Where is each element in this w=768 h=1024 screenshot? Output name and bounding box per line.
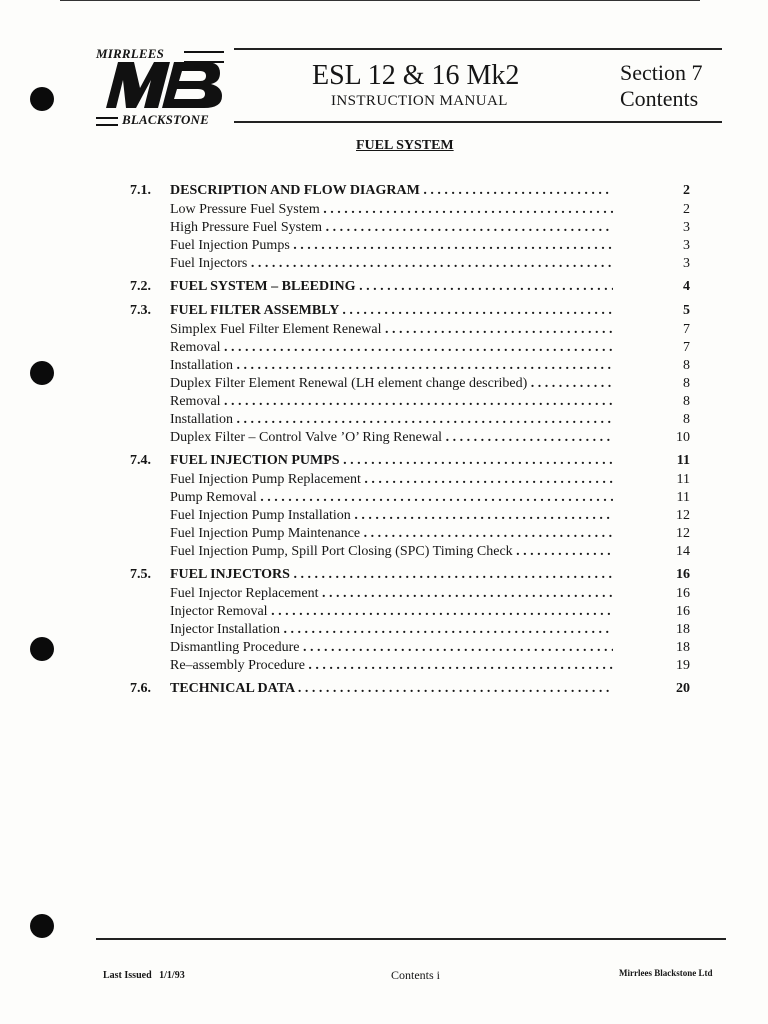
table-of-contents xyxy=(130,181,690,703)
toc-entry-page: 11 xyxy=(676,472,690,487)
binder-hole-3 xyxy=(30,637,54,661)
toc-section-page: 2 xyxy=(683,183,690,198)
toc-section-number: 7.4. xyxy=(130,453,151,468)
toc-entry xyxy=(130,219,690,237)
toc-section-title: DESCRIPTION AND FLOW DIAGRAM . . . xyxy=(170,181,613,201)
toc-section-number: 7.6. xyxy=(130,681,151,696)
toc-section-number: 7.3. xyxy=(130,303,151,318)
toc-entry xyxy=(130,339,690,357)
binder-hole-1 xyxy=(30,87,54,111)
toc-section-page: 16 xyxy=(676,567,690,582)
toc-entry-title: Fuel Injection Pumps . . . xyxy=(170,237,613,255)
company-logo xyxy=(96,46,226,130)
toc-entry-title: Fuel Injection Pump Installation . . . xyxy=(170,507,613,525)
logo-mb-mark xyxy=(96,60,226,110)
toc-entry-title: Installation . . . xyxy=(170,357,613,375)
toc-section-heading xyxy=(130,565,690,585)
toc-entry-page: 16 xyxy=(676,586,690,601)
toc-entry-title: Injector Installation . . . xyxy=(170,621,613,639)
footer-issued xyxy=(103,970,185,981)
toc-entry xyxy=(130,639,690,657)
toc-section-number: 7.1. xyxy=(130,183,151,198)
toc-section-heading xyxy=(130,451,690,471)
toc-section-title: FUEL INJECTORS . . . xyxy=(170,565,613,585)
toc-entry xyxy=(130,321,690,339)
toc-entry xyxy=(130,411,690,429)
toc-entry xyxy=(130,237,690,255)
toc-section-heading xyxy=(130,181,690,201)
toc-entry xyxy=(130,357,690,375)
toc-section-page: 11 xyxy=(676,453,690,468)
toc-section-heading xyxy=(130,679,690,699)
toc-entry-page: 8 xyxy=(683,412,690,427)
toc-entry xyxy=(130,429,690,447)
toc-entry-title: High Pressure Fuel System . . . xyxy=(170,219,613,237)
toc-section xyxy=(130,181,690,273)
toc-entry xyxy=(130,471,690,489)
toc-section-title: FUEL INJECTION PUMPS . . . xyxy=(170,451,613,471)
toc-entry xyxy=(130,393,690,411)
toc-entry-title: Pump Removal . . . xyxy=(170,489,613,507)
binder-hole-4 xyxy=(30,914,54,938)
footer-rule xyxy=(96,938,726,940)
logo-mb-text: MB xyxy=(194,64,200,69)
document-title: ESL 12 & 16 Mk2 xyxy=(312,60,520,91)
toc-entry-page: 16 xyxy=(676,604,690,619)
issued-date: 1/1/93 xyxy=(159,970,185,981)
toc-section xyxy=(130,679,690,699)
toc-entry xyxy=(130,201,690,219)
toc-entry-title: Fuel Injector Replacement . . . xyxy=(170,585,613,603)
top-page-rule xyxy=(60,0,700,1)
toc-entry-page: 8 xyxy=(683,394,690,409)
toc-entry-title: Installation . . . xyxy=(170,411,613,429)
toc-entry-page: 3 xyxy=(683,256,690,271)
toc-entry-page: 12 xyxy=(676,526,690,541)
toc-entry-title: Fuel Injectors . . . xyxy=(170,255,613,273)
toc-section xyxy=(130,565,690,675)
toc-entry-page: 18 xyxy=(676,640,690,655)
toc-entry-page: 2 xyxy=(683,202,690,217)
footer-company: Mirrlees Blackstone Ltd xyxy=(619,968,713,978)
toc-entry-page: 7 xyxy=(683,340,690,355)
document-subtitle: INSTRUCTION MANUAL xyxy=(331,93,508,109)
toc-entry xyxy=(130,255,690,273)
toc-entry-page: 7 xyxy=(683,322,690,337)
toc-section-number: 7.2. xyxy=(130,279,151,294)
toc-entry-title: Injector Removal . . . xyxy=(170,603,613,621)
toc-entry-title: Duplex Filter Element Renewal (LH element change described) . . . xyxy=(170,375,613,393)
issued-label: Last Issued xyxy=(103,970,152,981)
header-rule-bottom xyxy=(234,121,722,123)
toc-entry-title: Dismantling Procedure . . . xyxy=(170,639,613,657)
toc-entry-page: 11 xyxy=(676,490,690,505)
toc-entry xyxy=(130,489,690,507)
toc-section xyxy=(130,451,690,561)
toc-entry xyxy=(130,657,690,675)
page-heading: FUEL SYSTEM xyxy=(356,138,454,153)
toc-section-heading xyxy=(130,301,690,321)
toc-entry-page: 8 xyxy=(683,376,690,391)
toc-entry xyxy=(130,507,690,525)
toc-entry xyxy=(130,603,690,621)
toc-entry-page: 19 xyxy=(676,658,690,673)
toc-entry xyxy=(130,621,690,639)
toc-section-page: 5 xyxy=(683,303,690,318)
toc-entry-page: 10 xyxy=(676,430,690,445)
toc-section-page: 20 xyxy=(676,681,690,696)
toc-entry-title: Simplex Fuel Filter Element Renewal . . . xyxy=(170,321,613,339)
toc-section-title: TECHNICAL DATA . . . xyxy=(170,679,613,699)
toc-entry xyxy=(130,525,690,543)
toc-entry-page: 14 xyxy=(676,544,690,559)
toc-entry xyxy=(130,585,690,603)
toc-entry-title: Fuel Injection Pump, Spill Port Closing (SPC) Timing Check . . . xyxy=(170,543,613,561)
toc-entry-title: Fuel Injection Pump Replacement . . . xyxy=(170,471,613,489)
toc-entry-title: Removal . . . xyxy=(170,393,613,411)
toc-entry-title: Fuel Injection Pump Maintenance . . . xyxy=(170,525,613,543)
toc-entry xyxy=(130,543,690,561)
toc-section-heading xyxy=(130,277,690,297)
toc-entry-page: 12 xyxy=(676,508,690,523)
logo-bottom-text: BLACKSTONE xyxy=(122,112,210,127)
toc-section-title: FUEL SYSTEM – BLEEDING . . . xyxy=(170,277,613,297)
binder-hole-2 xyxy=(30,361,54,385)
toc-entry-title: Low Pressure Fuel System . . . xyxy=(170,201,613,219)
toc-entry-page: 18 xyxy=(676,622,690,637)
logo-top-text: MIRRLEES xyxy=(96,46,165,61)
toc-entry-title: Removal . . . xyxy=(170,339,613,357)
header-rule-top xyxy=(234,48,722,50)
toc-entry-page: 3 xyxy=(683,238,690,253)
logo-bottom-lines xyxy=(96,117,118,126)
toc-section xyxy=(130,301,690,447)
toc-entry xyxy=(130,375,690,393)
toc-entry-title: Re–assembly Procedure . . . xyxy=(170,657,613,675)
toc-section-title: FUEL FILTER ASSEMBLY . . . xyxy=(170,301,613,321)
section-label: Section 7 xyxy=(620,60,703,85)
toc-section-number: 7.5. xyxy=(130,567,151,582)
toc-section xyxy=(130,277,690,297)
toc-entry-title: Duplex Filter – Control Valve ’O’ Ring Renewal . . . xyxy=(170,429,613,447)
toc-section-page: 4 xyxy=(683,279,690,294)
toc-entry-page: 8 xyxy=(683,358,690,373)
footer-page-label: Contents i xyxy=(391,968,441,982)
toc-entry-page: 3 xyxy=(683,220,690,235)
section-sublabel: Contents xyxy=(620,86,699,111)
